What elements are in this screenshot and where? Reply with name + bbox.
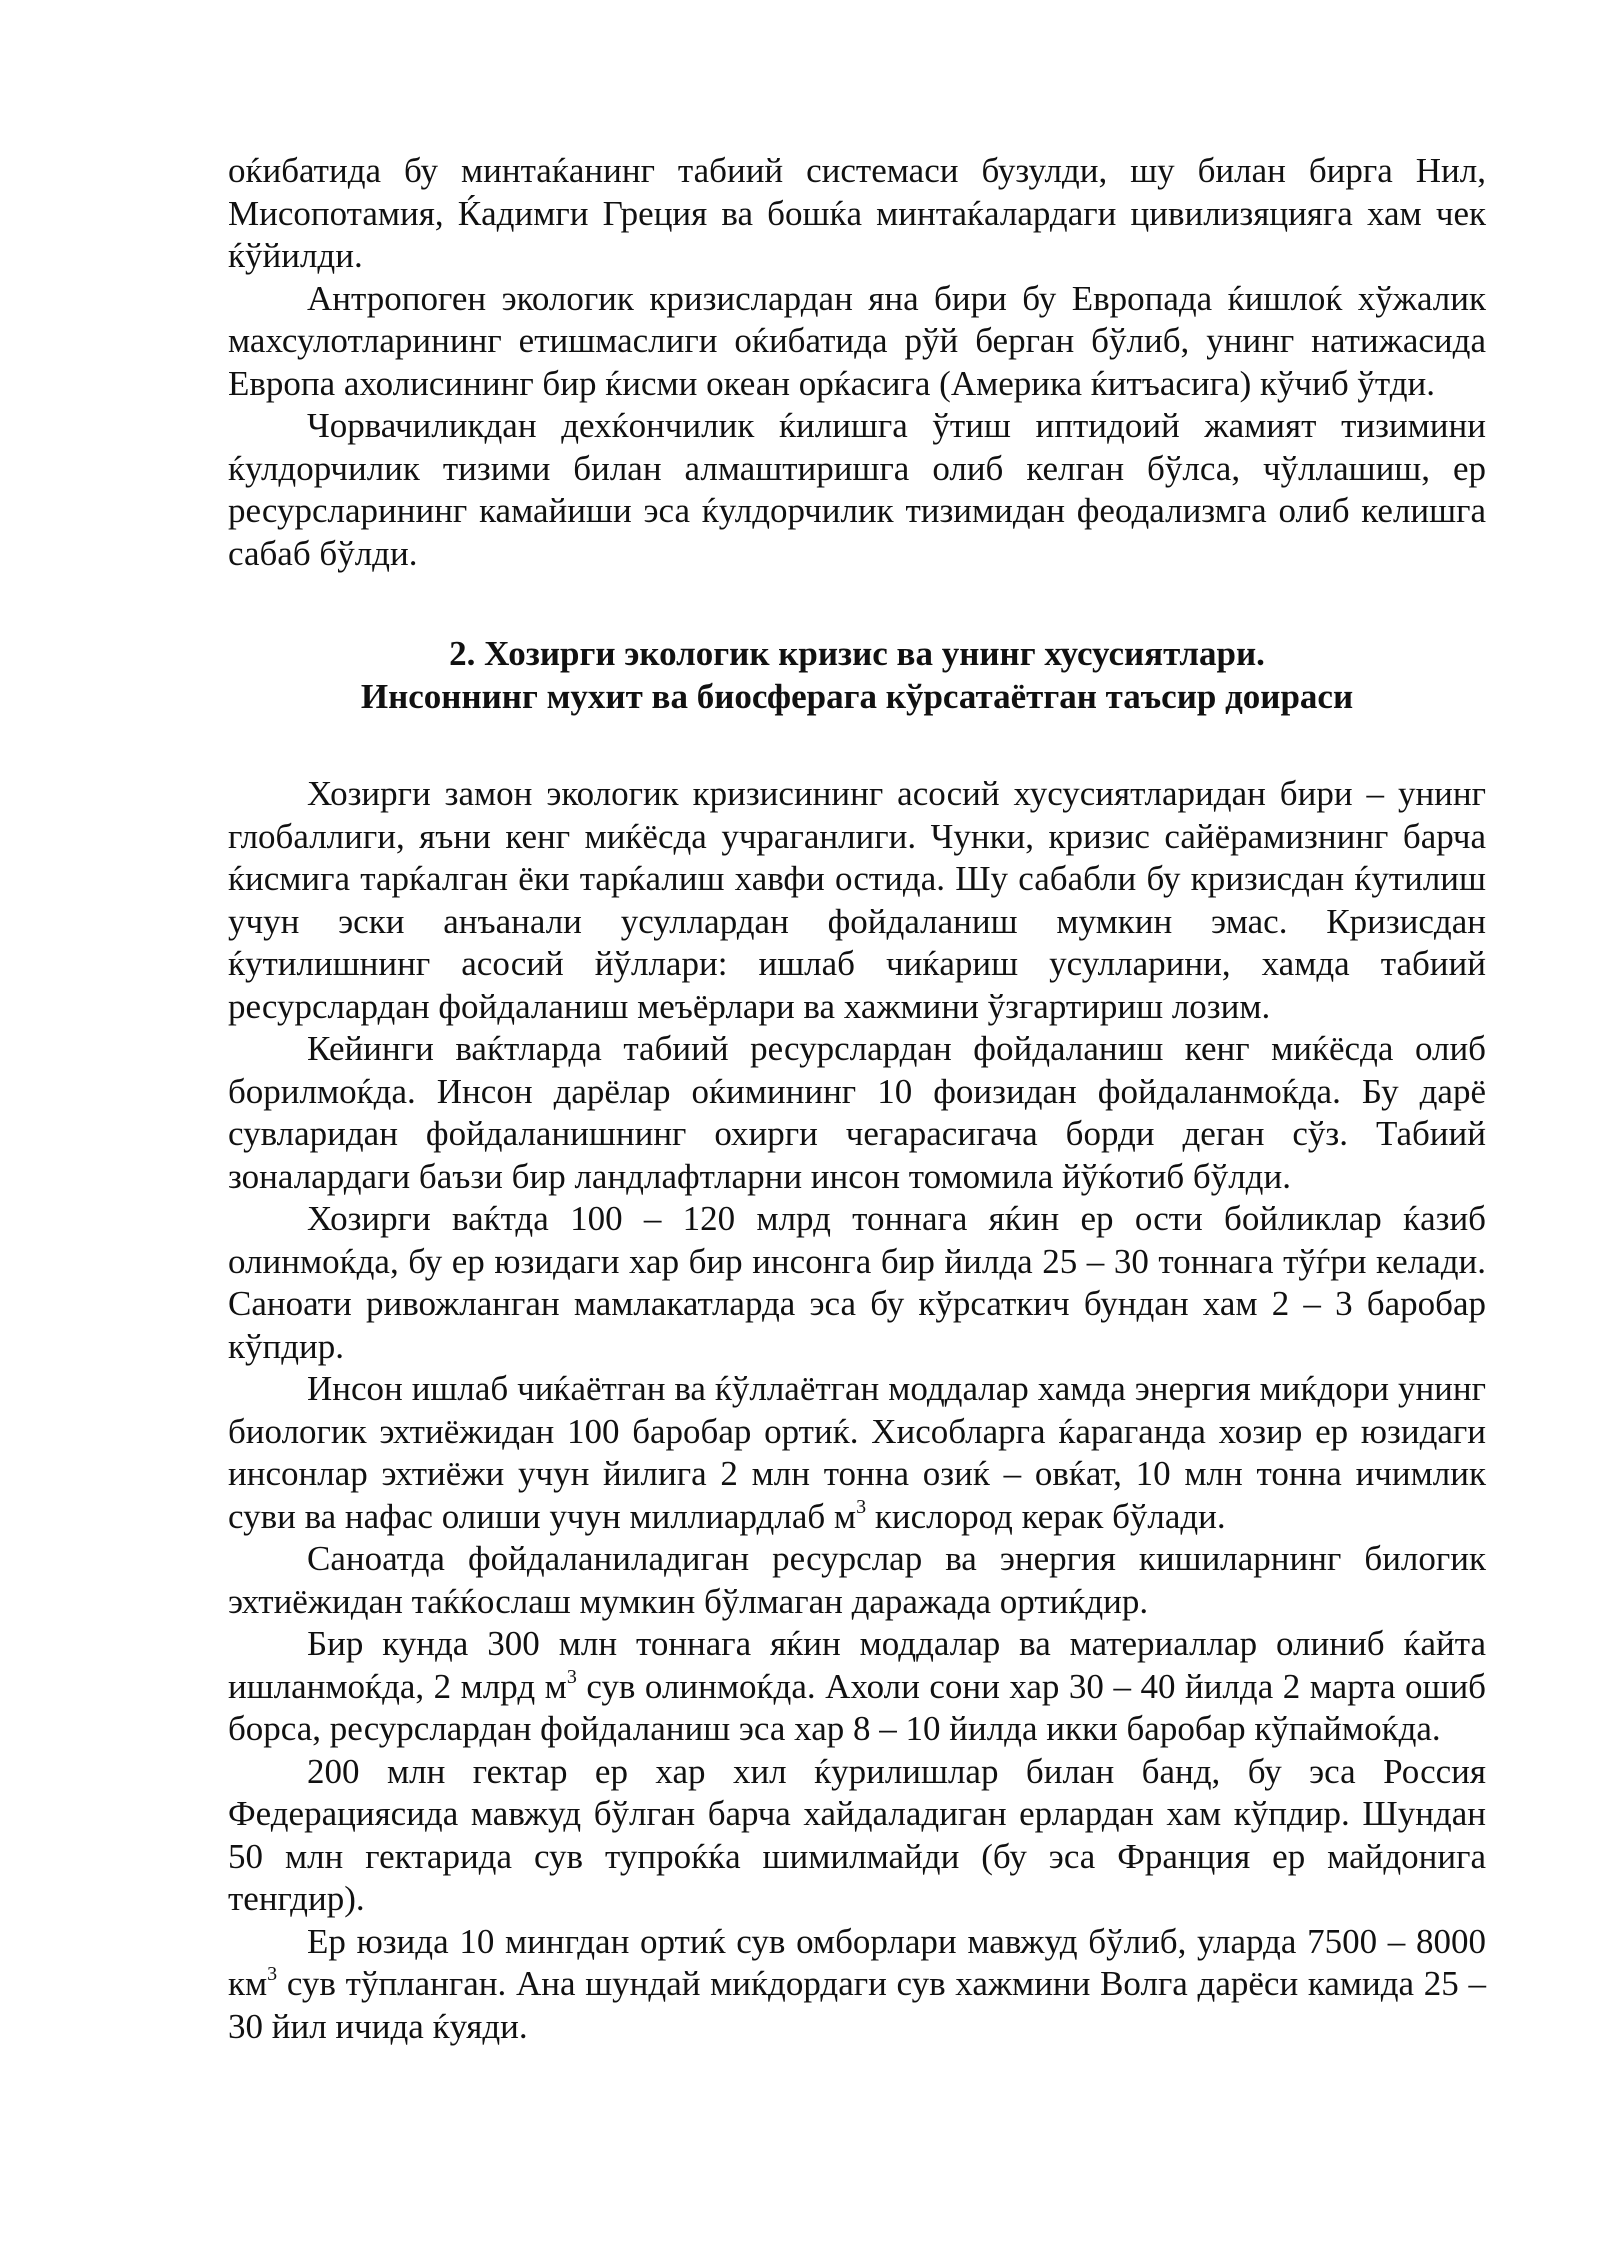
- text-segment: Ер юзида 10 мингдан ортиќ сув омборлари мавжуд бўлиб, уларда 7500 – 8000 км: [228, 1921, 1486, 2003]
- text-segment: кислород керак бўлади.: [866, 1496, 1226, 1536]
- paragraph-industry-resources: Саноатда фойдаланиладиган ресурслар ва энергия кишиларнинг билогик эхтиёжидан таќќослаш мумкин бўлмаган даражада ортиќдир.: [228, 1539, 1486, 1621]
- paragraph-human-needs: [228, 1368, 1486, 1538]
- paragraph-livestock-transition: Чорвачиликдан дехќончилик ќилишга ўтиш иптидоий жамият тизимини ќулдорчилик тизими билан алмаштиришга олиб келган бўлса, чўллашиш, ер ресурсларининг камайиши эса ќулдорчилик тизимидан феодализмга олиб келишга сабаб бўлди.: [228, 406, 1486, 573]
- text-segment: Инсон ишлаб чиќаётган ва ќўллаётган моддалар хамда энергия миќдори унинг биологик эхтиёжидан 100 баробар ортиќ. Хисобларга ќараганда хозир ер юзидаги инсонлар эхтиёжи учун йилига 2 млн тонна озиќ – овќат, 10 млн тонна ичимлик суви ва нафас олиши учун миллиардлаб м: [228, 1369, 1486, 1536]
- document-page: [228, 150, 1486, 2048]
- paragraph-global-crisis: Хозирги замон экологик кризисининг асосий хусусиятларидан бири – унинг глобаллиги, яъни кенг миќёсда учраганлиги. Чунки, кризис сайёрамизнинг барча ќисмига тарќалган ёки тарќалиш хавфи остида. Шу сабабли бу кризисдан ќутилиш учун эски анъанали усуллардан фойдаланиш мумкин эмас. Кризисдан ќутилишнинг асосий йўллари: ишлаб чиќариш усулларини, хамда табиий ресурслардан фойдаланиш меъёрлари ва хажмини ўзгартириш лозим.: [228, 774, 1486, 1026]
- superscript: 3: [856, 1495, 867, 1518]
- paragraph-europe-crisis: Антропоген экологик кризислардан яна бири бу Европада ќишлоќ хўжалик махсулотларининг етишмаслиги оќибатида рўй берган бўлиб, унинг натижасида Европа ахолисининг бир ќисми океан орќасига (Америка ќитъасига) кўчиб ўтди.: [228, 278, 1486, 403]
- text-segment: Бир кунда 300 млн тоннага яќин моддалар ва материаллар олиниб ќайта ишланмоќда, 2 млрд м: [228, 1624, 1486, 1706]
- paragraph-mining: Хозирги ваќтда 100 – 120 млрд тоннага яќин ер ости бойликлар ќазиб олинмоќда, бу ер юзидаги хар бир инсонга бир йилда 25 – 30 тоннага тўѓри келади. Саноати ривожланган мамлакатларда эса бу кўрсаткич бундан хам 2 – 3 баробар кўпдир.: [228, 1199, 1486, 1366]
- superscript: 3: [267, 1963, 278, 1986]
- section-heading: [228, 633, 1486, 718]
- paragraph-daily-extraction: [228, 1623, 1486, 1751]
- section-heading-line-1: 2. Хозирги экологик кризис ва унинг хусусиятлари.: [449, 634, 1265, 673]
- paragraph-continued: оќибатида бу минтаќанинг табиий системаси бузулди, шу билан бирга Нил, Мисопотамия, Ќадимги Греция ва бошќа минтаќалардаги цивилизяцияга хам чек ќўйилди.: [228, 151, 1486, 275]
- paragraph-land-construction: 200 млн гектар ер хар хил ќурилишлар билан банд, бу эса Россия Федерациясида мавжуд бўлган барча хайдаладиган ерлардан хам кўпдир. Шундан 50 млн гектарида сув тупроќќа шимилмайди (бу эса Франция ер майдонига тенгдир).: [228, 1751, 1486, 1918]
- section-heading-line-2: Инсоннинг мухит ва биосферага кўрсатаётган таъсир доираси: [360, 676, 1354, 716]
- text-segment: сув тўпланган. Ана шундай миќдордаги сув хажмини Волга дарёси камида 25 – 30 йил ичида ќуяди.: [228, 1964, 1486, 2046]
- paragraph-resource-use: Кейинги ваќтларда табиий ресурслардан фойдаланиш кенг миќёсда олиб борилмоќда. Инсон дарёлар оќимининг 10 фоизидан фойдаланмоќда. Бу дарё сувларидан фойдаланишнинг охирги чегарасигача борди деган сўз. Табиий зоналардаги баъзи бир ландлафтларни инсон томомила йўќотиб бўлди.: [228, 1029, 1486, 1196]
- text-segment: сув олинмоќда. Ахоли сони хар 30 – 40 йилда 2 марта ошиб борса, ресурслардан фойдаланиш эса хар 8 – 10 йилда икки баробар кўпаймоќда.: [228, 1666, 1486, 1748]
- paragraph-reservoirs: [228, 1921, 1486, 2049]
- superscript: 3: [566, 1665, 577, 1688]
